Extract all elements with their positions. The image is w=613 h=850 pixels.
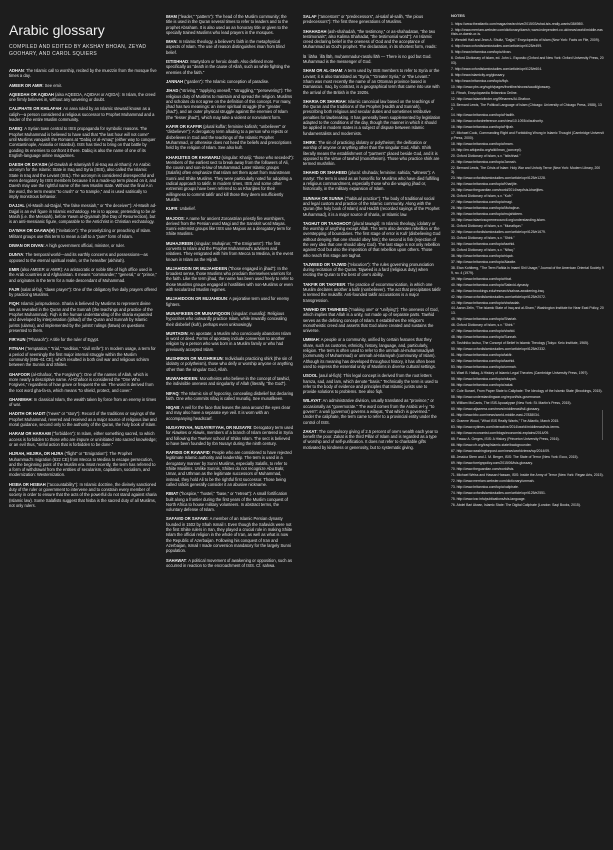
glossary-term: EMIR	[9, 266, 20, 272]
glossary-term: NIFAQ	[166, 390, 179, 396]
notes-title: NOTES	[451, 14, 465, 18]
glossary-term: RAFIDIS OR RAWAFID	[166, 450, 210, 456]
glossary-column-3	[303, 14, 441, 842]
glossary-entry	[303, 140, 441, 166]
note-item: 53. http://www.britannica.com/topic/ummah.	[451, 364, 517, 369]
glossary-entry	[9, 267, 157, 283]
glossary-term: TAKFIR OR TAKFEER	[303, 281, 346, 287]
glossary-term: ZAKAT	[303, 428, 317, 434]
glossary-definition: ("ancestors" or "predecessors", al-salaf al-salih, "the pious predecessors"): The first three generations of Muslims.	[303, 14, 424, 25]
glossary-definition: (al-Ghafoor, "the Forgiving"): One of the names of Allah, which is more nearly a descriptive name. Al-Ghafoor is considered the "One Who Forgives," regardless of how grave or frequent the sin. The word is derived from the root word gha-fa-ra, which means "to shield, protect, and cover."	[9, 371, 154, 393]
glossary-entry	[303, 307, 441, 333]
glossary-definition: : The temporal world—and its earthly concerns and possessions—as opposed to the eternal spiritual realm, or the hereafter (akhirah).	[9, 252, 148, 263]
note-item: 42. http://www.oxfordislamicstudies.com/article/opr/t125/e2072.	[451, 294, 546, 299]
glossary-term: MUHAJIREEN	[166, 240, 194, 246]
glossary-term: AMEER OR AMIR	[9, 82, 43, 88]
glossary-entry	[166, 331, 294, 352]
note-item: 54. Wael B. Hallaq, A History of Islamic Legal Theories (Cambridge University Press, 1997).	[451, 370, 589, 375]
glossary-definition: : Monotheists who believe in the concept of tawhid, the indivisible oneness and singularity of Allah (literally, "the God").	[166, 375, 290, 387]
note-item: 15. http://www.oxfordreference.com/view/10.1093/oi/authority.	[451, 119, 544, 124]
note-item: 50. http://www.oxfordislamicstudies.com/article/opr/t125/e2332.	[451, 346, 546, 351]
glossary-term: FIQH	[9, 301, 19, 307]
glossary-entry	[9, 126, 157, 158]
glossary-definition: (plural: shuhada; feminine: sahida; "witness"): A martyr. The term is used as an honorific for Muslims who have died fulfilling a religious commandment, especially those who die waging jihad or, historically, in the military expansion of Islam.	[303, 170, 440, 192]
glossary-entry	[9, 346, 157, 367]
glossary-entry	[9, 301, 157, 333]
glossary-entry	[166, 155, 294, 203]
glossary-term: WILAYAT	[303, 398, 321, 404]
glossary-entry	[9, 397, 157, 408]
glossary-definition: (asul al-fiqh): This legal concept is derived from the root letters hamza, sad, and lam, which denote "basis." Technically the term is used to refer to the body of evidence and principles that Islamic jurists use to provide solutions to problems. See also fiqh.	[303, 373, 439, 395]
glossary-term: SHAM OR AL-SHAM	[303, 68, 343, 74]
glossary-definition: : Islamic jurisprudence. Sharia is believed by Muslims to represent divine law as revealed in the Quran and the Sunnah (the teachings and practice of the Prophet Muhammad). Fiqh is the human understanding of the sharia expanded and developed by interpretation (ijtihad) of the Quran and Sunnah by Islamic jurists (ulama), and implemented by the jurists' rulings (fatwa) on questions presented to them.	[9, 301, 153, 333]
glossary-entry	[303, 68, 441, 94]
glossary-entry	[166, 88, 294, 120]
glossary-term: UMMAH	[303, 337, 319, 343]
glossary-entry	[303, 54, 441, 65]
glossary-definition: (singular: Khariji; "those who seceded"): Members of the earliest sect to break away from the followers of Ali, the cousin and son-in-law of Muhammad. Later Islamic groups (Salafis) often emphasize that Islam set them apart from mainstream Sunni and Shiite Muslims. They were particularly noted for adopting a radical approach to takfir. In modern times, ISIS and some other extremist groups have been referred to as Kharijites for their willingness to commit takfir and kill those they deem insufficiently Muslim.	[166, 154, 294, 202]
note-item: 60. http://www.aljazeera.com/news/middleeast/isil-glossary.	[451, 406, 540, 411]
notes-list	[451, 22, 604, 508]
glossary-entry	[9, 68, 157, 79]
glossary-term: MURTADIN	[166, 330, 188, 336]
note-item: 72. http://www.merriam-webster.com/dictionary/ummah.	[451, 478, 535, 483]
glossary-term: ADHAN	[9, 68, 24, 73]
glossary-entry	[166, 558, 294, 569]
note-item: 47. http://www.britannica.com/topic/shahid.	[451, 329, 516, 334]
glossary-term: MUWAHHIDEEN	[166, 375, 198, 381]
glossary-definition: ("elocution"): The rules governing pronunciation during recitation of the Quran. Tajweed is a fard (religious duty) when reciting the Quran to the best of one's ability.	[303, 261, 434, 278]
note-item: 21. http://www.britannica.com/topic/Jannah.	[451, 159, 517, 164]
glossary-entry	[166, 311, 294, 327]
glossary-definition: : A Syrian town central to ISIS propaganda for symbolic reasons. The Prophet Muhammad is believed to have said that "the last hour will not come" until Muslims vanquish the Romans at "Dabiq or al-Amaq" (either way to conquer Constantinople, Anatolia or Istanbul). ISIS has tried to bring on that battle by goading its enemies to confront it there. Dabiq is also the name of one of its English-language online magazines.	[9, 126, 156, 158]
glossary-term: HARAM OR HARAAM	[9, 431, 51, 437]
glossary-definition: ("temptation," "trial," "sedition," "civil strife"): In modern usage, a term for a period of seemingly the first major internal struggle within the Muslim community (656–61 CE), which resulted in both civil war and religious schism between the Sunnis and Shiites.	[9, 346, 156, 368]
note-item: 17. Michael Cook, Commanding Right and Forbidding Wrong in Islamic Thought (Cambridge University Press, 2000).	[451, 131, 604, 140]
note-item: 58. http://www.understandingwar.org/report/isis-governance.	[451, 394, 542, 399]
glossary-entry	[166, 296, 294, 307]
note-item: 25. http://www.theguardian.com/world/2014/sep/isis-kharijites.	[451, 188, 544, 193]
glossary-term: KHARIJITES OR KHAWARIJ	[166, 154, 221, 160]
glossary-definition: (also AQEEDA, AQIDAH or AQIDA): In Islam, the creed one firmly believes in, without any wavering or doubt.	[9, 91, 156, 103]
glossary-term: FAJR	[9, 286, 20, 292]
glossary-definition: : Unbelief.	[177, 206, 196, 212]
glossary-definition: (singular: munafiq): Religious hypocrites who outwardly practice Islam, while inwardly concealing their disbelief (kufr), perhaps even unknowingly.	[166, 310, 287, 327]
glossary-term: MUJAHIDDIN OR MUJAHIDEEN	[166, 265, 228, 271]
glossary-definition: : People who are considered to have rejected legitimate Islamic authority and leadership. The term is used in a derogatory manner by Sunni Muslims, especially Salafis, to refer to Shiite Muslims. Unlike Sunnis, Shiites do not recognize Abu Bakr, Umar, and Uthman as the legitimate successors of Muhammad, instead, they hold Ali to be the rightful first successor. Those being called rafidis generally consider it an abusive nickname.	[166, 450, 292, 487]
glossary-definition: (al-Dawlah al-Islamiyah fi al-Iraq wa al-Sham): An Arabic acronym for the Islamic State in Iraq and Syria (ISIS), also called the Islamic State in Iraq and the Levant (ISIL). The acronym is considered disrespectful and even derogatory by ISIS members because it is a made-up term placed on it, and Daesh may use the rightful name of the new Muslim state. Without the final A in the word, the term means "to crush" or "to trample," and is used satirically to imply monstrous behavior.	[9, 162, 157, 199]
glossary-definition: : Individuals practicing shirk (the sin of idolatry or polytheism), those who deify or worship anyone or anything other than the singular God, Allah.	[166, 356, 293, 372]
note-item: 49. Toshihiko Izutsu, The Concept of Belief in Islamic Theology (Tokyo: Keio Institute, 1965).	[451, 341, 589, 345]
glossary-entry	[303, 398, 441, 424]
glossary-entry	[166, 206, 294, 211]
glossary-term: IMAN	[166, 39, 177, 45]
glossary-definition: : In Islamic theology, a believer's faith in the metaphysical aspects of Islam. The use of reason distinguishes iman from blind belief.	[166, 39, 285, 55]
note-item: 32. http://www.oxfordislamicstudies.com/article/opr/t125/e1679.	[451, 230, 546, 235]
note-item: 70. http://www.theguardian.com/world/isis.	[451, 466, 515, 471]
glossary-term: TAGHUT OR TAAGHOOT	[303, 220, 352, 226]
glossary-term: DUNYA	[9, 252, 24, 258]
glossary-term: AQEEDAH OR AQIDAH	[9, 91, 54, 97]
glossary-entry	[9, 83, 157, 88]
entry-list-b	[166, 14, 294, 568]
glossary-definition: : A veil for the face that leaves the area around the eyes clear and may also have a separate eye veil. It is worn with an accompanying headscarf.	[166, 405, 291, 421]
note-item: 45. http://www.britannica.com/topic/Shariah.	[451, 317, 517, 322]
glossary-entry	[9, 337, 157, 342]
glossary-entry	[166, 516, 294, 553]
glossary-entry	[166, 425, 294, 446]
glossary-term: MUNAFIKEEN OR MUNAFIQOON	[166, 310, 231, 316]
note-item: 6. Oxford Dictionary of Islam, ed. John L. Esposito (Oxford and New York: Oxford University Press, 2003).	[451, 56, 604, 65]
glossary-definition: ("news" or "story"): Record of the traditions or sayings of the Prophet Muhammad, revered and received as a major source of religious law and moral guidance, second only to the authority of the Quran, the holy book of Islam.	[9, 411, 157, 428]
glossary-column-2	[166, 14, 294, 842]
glossary-term: GHAFOOR	[9, 371, 30, 377]
entry-list-c	[303, 14, 441, 450]
glossary-definition: : The Islamic sin of hypocrisy, concealing disbelief but declaring faith. One who commits nifaq is called munafiq. See munafikeen.	[166, 390, 294, 401]
note-item: 19. http://en.wikipedia.org/wiki/Iman_(concept).	[451, 147, 522, 152]
glossary-entry	[166, 14, 294, 35]
glossary-definition: ("making one" or "unifying"): The oneness of God, which implies that Allah is a unity, not made up of separate parts. Tawhid serves as the defining concept of Islam. It establishes the religion's monotheistic creed and asserts that God alone created and sustains the universe.	[303, 306, 439, 334]
glossary-definition: ("leader," "pattern"): The head of the Muslim community; the title is used in the Quran several times to refer to leaders and to the prophet Abraham. It is also used as an honorary title or given to the specially trained Muslims who lead prayers in the mosques.	[166, 14, 288, 35]
note-item: 67. http://www.washingtonpost.com/news/worldviews/wp/2014/09.	[451, 448, 550, 453]
glossary-term: FITNAH	[9, 346, 25, 352]
glossary-entry	[9, 243, 157, 248]
glossary-term: JIHAD	[166, 88, 179, 94]
glossary-term: RIBAT	[166, 491, 179, 497]
entry-list-a	[9, 68, 157, 508]
note-item: 12. http://www.islamicfinder.org/99names/Al-Ghafoor.	[451, 96, 531, 101]
note-item: 16. http://www.britannica.com/topic/Hijrah.	[451, 125, 515, 130]
note-item: 24. http://www.britannica.com/topic/Kharijite.	[451, 182, 518, 187]
glossary-term: JANNAH	[166, 78, 184, 84]
note-item: 64. http://www.economist.com/blogs/economist-explains/2014/09.	[451, 430, 550, 435]
note-item: 48. http://www.britannica.com/topic/Sunnah.	[451, 335, 517, 340]
note-item: 5. http://www.britannica.com/topic/divan.	[451, 50, 512, 55]
glossary-definition: : A term used by ISIS members to refer to Syria or the Levant; it is also translated as "Syria," "Greater Syria," or "the Levant." Sham was most recently the name of an Ottoman province based in Damascus. Iraq, by contrast, is a geographical term that came into use with the arrival of the British in the 1920s.	[303, 68, 440, 95]
glossary-entry	[9, 287, 157, 298]
note-item: 9. http://www.britannica.com/topic/fiqh.	[451, 78, 509, 83]
glossary-definition: : An area ruled by an Islamic steward known as a caliph—a person considered a religious successor to Prophet Muhammad and a leader of the entire Muslim community.	[9, 106, 155, 123]
glossary-definition: : A name for ancient Zoroastrian priestly fire worshipers, derived from the Persian word Magi and the Sanskrit word Mayas. Sunni extremist groups like ISIS use Majoos as a derogatory term for Shiite Muslims.	[166, 215, 291, 237]
glossary-term: DAJJAL	[9, 203, 25, 209]
glossary-definition: : The sin of practicing idolatry or polytheism; the deification or worship of anyone or anything other than the singular God, Allah. Shirk literally means the establishment of "partners" placed beside God, and it is opposed to the virtue of tawhid (monotheism). Those who practice shirk are termed mushrikin.	[303, 139, 440, 167]
glossary-entry	[166, 356, 294, 372]
glossary-definition: : The Islamic call to worship, recited by the muezzin from the mosque five times a day.	[9, 68, 157, 79]
glossary-definition: (salat al-fajr, "dawn prayer"): One of the obligatory five daily prayers offered by practicing Muslims.	[9, 286, 157, 298]
note-item: 13. Bernard Lewis, The Political Language of Islam (Chicago: University of Chicago Press, 1988), 132.	[451, 102, 602, 112]
glossary-entry	[9, 92, 157, 103]
glossary-definition: : A political movement of awakening or opposition, such as occurred in reaction to the encroachment of ISIS. Cf. sahwa.	[166, 557, 292, 568]
glossary-term: KAFIR OR KAFFIR	[166, 124, 202, 130]
glossary-entry	[9, 482, 157, 508]
glossary-entry	[9, 451, 157, 477]
note-item: 56. http://www.britannica.com/topic/zakat.	[451, 382, 514, 387]
note-item: 27. http://www.britannica.com/topic/magi.	[451, 200, 513, 205]
glossary-entry	[166, 79, 294, 84]
glossary-entry	[9, 162, 157, 199]
glossary-entry	[303, 99, 441, 136]
note-item: 73. http://www.britannica.com/topic/caliphate.	[451, 484, 519, 489]
glossary-term: DAESH OR DA'ASH	[9, 162, 48, 168]
glossary-term: IMAM	[166, 14, 177, 19]
note-item: 33. Oxford Dictionary of Islam, s.v. "Shirk."	[451, 236, 515, 241]
note-item: 20. Oxford Dictionary of Islam, s.v. "Istishhad."	[451, 153, 521, 158]
glossary-definition: (also AMEER or AMIR): An aristocratic or noble title of high office used in the Arab countries and Afghanistan. It means "commander," "general," or "prince," and originates in the term for a male descendant of Muhammad.	[9, 266, 157, 283]
glossary-term: KUFR	[166, 206, 178, 212]
glossary-term: SALAF	[303, 14, 317, 19]
note-item: 76. Abdel Bari Atwan, Islamic State: The Digital Caliphate (London: Saqi Books, 2015).	[451, 502, 581, 507]
note-item: 35. Oxford Dictionary of Islam, s.v. "Nifaq."	[451, 248, 515, 253]
glossary-term: SUNNAH OR SUNNA	[303, 195, 344, 201]
glossary-entry	[166, 405, 294, 421]
glossary-entry	[303, 196, 441, 217]
glossary-entry	[166, 491, 294, 512]
glossary-term: MUJAHIDOON OR MUJAHIDUN	[166, 296, 227, 302]
glossary-entry	[166, 59, 294, 75]
glossary-term: MAJOOS	[166, 215, 184, 221]
note-item: 30. http://www.islamicsupremecouncil.org/understanding-islam.	[451, 218, 546, 223]
glossary-entry	[303, 221, 441, 258]
note-item: 26. Oxford Dictionary of Islam, s.v. "Kufr."	[451, 194, 513, 199]
note-item: 38. Etan Kohlberg, "The Term Rafida in Imami Shii Usage," Journal of the American Oriental Society 99, no. 4 (1979).	[451, 265, 604, 275]
glossary-definition: (ash-shahadah, "the testimony," or as-shahadatan, "the two testimonials"; also Kalima Shahadat, "the testimonial word"): An Islamic creed declaring belief in the oneness of God and the acceptance of Muhammad as God's prophet. The declaration, in its shortest form, reads:	[303, 28, 437, 50]
glossary-entry	[166, 39, 294, 55]
note-item: 41. http://www.brookings.edu/research/sahwa-awakening-iraq.	[451, 288, 545, 293]
glossary-entry	[9, 411, 157, 427]
note-item: 74. http://www.oxfordislamicstudies.com/article/opr/t125/e2551.	[451, 490, 546, 495]
note-item: 4. http://www.oxfordislamicstudies.com/article/opr/t125/e499.	[451, 44, 543, 49]
glossary-definition: : A high government official, minister, or ruler.	[43, 243, 125, 249]
note-item: 57. Cole Bunzel, From Paper State to Caliphate: The Ideology of the Islamic State (Brookings, 2015).	[451, 388, 603, 393]
glossary-definition: : Martyrdom or heroic death. Also defined more specifically as "death in the cause of Allah, such as while fighting the enemies of the faith."	[166, 59, 290, 75]
glossary-definition: (plural tawagit): In Islamic theology, idolatry or the worship of anything except Allah. The term also denotes rebellion or the overstepping of boundaries. The first stage of error is Kufr (disbelieving God without denying that one should obey him); the second is fisk (rejection of the very idea that one should obey God). The last stage is not only rebellion against God but also the imposition of that rebellion upon others. Those who reach this stage are taghut.	[303, 220, 441, 258]
glossary-entry	[303, 170, 441, 191]
glossary-entry	[9, 106, 157, 122]
note-item: 51. http://www.britannica.com/topic/takfir.	[451, 352, 513, 357]
note-item: 71. Michael Weiss and Hassan Hassan, ISIS: Inside the Army of Terror (New York: Regan Arts, 2015).	[451, 472, 604, 477]
note-item: 29. http://www.britannica.com/topic/mujahideen.	[451, 212, 523, 217]
glossary-term: CALIPHATE OR KHILAFAH	[9, 106, 62, 112]
note-item: 34. http://www.britannica.com/topic/tawhid.	[451, 242, 516, 247]
glossary-entry	[9, 252, 157, 263]
glossary-term: TAWHID OR TAWHEED	[303, 306, 348, 312]
note-item: 31. Oxford Dictionary of Islam, s.v. "Munafiqun."	[451, 224, 523, 229]
note-item: 10. http://www.pbs.org/wgbh/pages/frontline/shows/saudi/glossary.	[451, 84, 551, 89]
note-item: 75. http://www.icsr.info/publications/isis-language.	[451, 496, 526, 501]
note-item: 40. http://www.britannica.com/topic/Safavid-dynasty.	[451, 282, 530, 287]
glossary-term: SHIRK	[303, 139, 316, 145]
note-item: 43. http://www.britannica.com/topic/shahadah.	[451, 300, 521, 305]
glossary-definition: : In classical Islam, the wealth taken by force from an enemy in times of war.	[9, 396, 157, 408]
note-item: 68. Jessica Stern and J. M. Berger, ISIS: The State of Terror (New York: Ecco, 2015).	[451, 454, 579, 459]
glossary-definition: ("forbidden"): In Islam, either something sacred, to which access is forbidden to those who are impure or uninitiated into sacred knowledge; or an evil thus, "sinful action that is forbidden to be done."	[9, 431, 157, 447]
glossary-entry	[166, 450, 294, 487]
glossary-definition: (Al-Masih ad-Dajjal, "the false messiah," or "the deceiver"): Al-Masih ad-Dajjal is an evil figure in Islamic eschatology. He is to appear, pretending to be al-Masih (i.e. the Messiah), before Yawm al-Qiyamah (the Day of Resurrection), but is an anti-messianic figure, comparable to the Antichrist in Christian eschatology.	[9, 203, 157, 225]
glossary-entry	[303, 282, 441, 303]
glossary-entry	[9, 228, 157, 239]
glossary-entry	[9, 203, 157, 224]
glossary-entry	[303, 429, 441, 450]
note-item: 65. Fawaz A. Gerges, ISIS: A History (Princeton University Press, 2016).	[451, 436, 560, 441]
glossary-term: HIJRAH, HEJIRA, OR HIJRA	[9, 451, 64, 457]
credits: COMPILED AND EDITED BY AKSHAY BHOAN, ZEYAD GOOHARY, AND CAROL SQUIERS	[9, 44, 147, 57]
glossary-entry	[303, 337, 441, 369]
glossary-term: DABIQ	[9, 126, 23, 132]
glossary-definition: ("habitual practice"): The body of traditional social and legal custom and practice of the Islamic community. Along with the Quran (the holy book of Islam) and Hadith (recorded sayings of the Prophet Muhammad), it is a major source of sharia, or Islamic law.	[303, 195, 440, 217]
note-item: 23. http://www.oxfordislamicstudies.com/article/opr/t125/e1228.	[451, 176, 546, 181]
note-item: 37. http://www.britannica.com/topic/Alawite.	[451, 260, 517, 264]
note-item: 62. Graeme Wood, "What ISIS Really Wants," The Atlantic, March 2015.	[451, 418, 560, 423]
glossary-term: USOOL	[303, 373, 318, 379]
glossary-entry	[303, 14, 441, 25]
glossary-term: SAHAWAT	[166, 557, 187, 563]
note-item: 1. https://www.theatlantic.com/magazine/archive/2015/03/what-isis-really-wants/384980/.	[451, 21, 585, 26]
glossary-term: SAFAVID OR SAFAWI	[166, 516, 208, 522]
note-item: 11. Fitnah, Encyclopaedia Britannica Online.	[451, 90, 518, 95]
glossary-definition: : Derogatory term used for Alawites or Alawis, members of a branch of Islam centered in Syria and following the Twelver school of Shiite Islam. The sect is believed to have been founded by Ibn Nusayr during the ninth century.	[166, 425, 294, 446]
glossary-term: FIR'AUN	[9, 337, 26, 343]
glossary-definition: (singular: Muhajirun; "The Emigrants"): The first converts to Islam and the Prophet Muhammad's advisers and relatives. They emigrated with him from Mecca to Medina, in the event known in Islam as the Hijrah.	[166, 240, 294, 262]
glossary-definition: ("those engaged in jihad"): In the broadest sense, those Muslims who proclaim themselves warriors for the faith. Like the term jihad, the name has been used freely to refer to those Muslims groups engaged in hostilities with non-Muslims or even with secularized Muslim regimes.	[166, 265, 294, 293]
glossary-term: HADITH OR HADIT	[9, 411, 46, 417]
glossary-term: NIQAB	[166, 405, 180, 411]
glossary-definition: : See emir.	[42, 82, 63, 88]
note-item: 59. William McCants, The ISIS Apocalypse (New York: St. Martin's Press, 2015).	[451, 400, 572, 405]
note-item: 28. http://www.britannica.com/topic/Muhajirun.	[451, 206, 521, 211]
glossary-entry	[303, 29, 441, 50]
glossary-definition: : The compulsory giving of 2.5 percent of one's wealth each year to benefit the poor. Zakat is the third Pillar of Islam and is regarded as a type of worship and of self-purification. It does not refer to charitable gifts motivated by kindness or generosity, but to systematic giving.	[303, 428, 438, 450]
glossary-term: SHAHID OR SHAHEED	[303, 170, 348, 176]
note-item: 18. http://www.britannica.com/topic/imam.	[451, 141, 514, 146]
note-item: 46. Oxford Dictionary of Islam, s.v. "Shirk."	[451, 323, 515, 328]
glossary-definition: ("striving," "applying oneself," "struggling," "persevering"): The religious duty of Muslims to maintain and spread the religion. Muslims and scholars do not agree on the definition of this concept. For many, jihad has two meanings: an inner spiritual struggle (the "greater jihad"), and an outer physical struggle against the enemies of Islam (the "lesser jihad"), which may take a violent or nonviolent form.	[166, 88, 293, 120]
glossary-term: ISTISHHAD	[166, 59, 189, 65]
glossary-term: NUSAYRIYAH, NUSAYRIYYAH, OR NUSAYRI	[166, 425, 252, 430]
note-item: 22. Bernard Lewis, The Crisis of Islam: Holy War and Unholy Terror (New York: Modern Library, 2003).	[451, 165, 601, 175]
glossary-term: HISBA OR HISBAH	[9, 481, 46, 487]
glossary-definition: ("Pharaoh"): A title for the ruler of Egypt.	[25, 337, 100, 343]
page-title: Arabic glossary	[9, 22, 105, 38]
glossary-definition: : Islamic canonical law based on the teachings of the Quran and the traditions of the Prophet (Hadith and Sunnah), prescribing both religious and secular duties and sometimes retributive penalties for lawbreaking. It has generally been supplemented by legislation adapted to the conditions of the day, though the manner in which it should be applied in modern states is a subject of dispute between Islamic fundamentalists and modernists.	[303, 98, 441, 136]
note-item: 8. http://www.islamicity.org/glossary.	[451, 72, 505, 77]
glossary-definition: ("invitation"): The proselytizing or preaching of Islam. Militant groups use this term to mean a call to a "pure" form of Islam.	[9, 228, 152, 239]
glossary-term: DA'WAH OR DAAWA(H)	[9, 228, 55, 234]
note-item: 63. http://www.nytimes.com/interactive/2014/world/middleeast/isis-terms.	[451, 424, 560, 429]
note-item: 69. http://www.foreignpolicy.com/2015/06/isis-glossary.	[451, 460, 533, 465]
note-item: 52. http://www.britannica.com/topic/tawhid.	[451, 358, 516, 363]
note-item: 3. Wendell Hall and Jean A. Shultz, "Dajjal," Encyclopedia of Islam (New York: Facts on File, 2009).	[451, 38, 600, 43]
glossary-definition: : An administrative division, usually translated as "province," or occasionally as "governorate." The word comes from the Arabic w-l-y, "to govern": a wali (governor) governs a wilayat, "that which is governed." Under the caliphate, the term came to refer to a provincial entity under the control of ISIS.	[303, 398, 437, 425]
note-item: 61. http://www.bbc.com/news/world-middle-east-27838034.	[451, 412, 540, 417]
note-item: 14. http://www.britannica.com/topic/Hadith.	[451, 113, 516, 118]
note-item: 39. http://www.britannica.com/topic/ribat.	[451, 276, 512, 281]
glossary-definition: (plural kuffar; feminine kafirah; "unbeliever" or "disbeliever"): A derogatory term alluding to a person who rejects or disbelieves in God and the teachings of the Islamic Prophet Muhammad, or otherwise does not heed the beliefs and prescriptions held by the religion of Islam. See also kufr.	[166, 124, 292, 151]
glossary-term: SHAHADAH	[303, 28, 327, 34]
glossary-entry	[166, 216, 294, 237]
glossary-column-1	[9, 14, 157, 842]
glossary-entry	[166, 124, 294, 150]
glossary-entry	[9, 431, 157, 447]
glossary-term: DIWAN OR DIVAN	[9, 243, 44, 249]
glossary-term: TAJWEED OR TAJWID	[303, 261, 347, 267]
note-item: 2. http://www.merriam-webster.com/dictionary/daesh; www.independent.co.uk/news/world/middle-east/isis-or-daesh-or-is.	[451, 27, 603, 37]
glossary-entry	[9, 372, 157, 393]
glossary-term: GHANIMAH	[9, 396, 32, 402]
glossary-definition: ("accountability"): In Islamic doctrine, the divinely sanctioned duty of the ruler or government to intervene and to constrain every member of society in order to ensure that the acts of the powerful do not stand against sharia (Islamic law). Some Salafists suggest that hisba is the sacred duty of all Muslims, not only rulers.	[9, 481, 157, 508]
note-item: 66. http://www.cfr.org/iraq/islamic-state/backgrounder.	[451, 442, 532, 447]
glossary-definition: ("flight" or "Emigration"): The Prophet Muhammad's migration (622 CE) from Mecca to Medina to escape persecution, and the beginning point of the Muslim era. Most recently, the term has referred to a form of withdrawal from the entities of secularism, capitalism, socialism, and modernization: Westernization.	[9, 451, 156, 478]
glossary-definition: : The practice of excommunication, in which one Muslim declares another a kafir (nonbeliever). The act that precipitates takfir is termed the mukaffir. Anti-founded takfir accusations is a major transgression.	[303, 281, 441, 303]
glossary-term: SHARIA OR SHARIAH	[303, 98, 346, 104]
glossary-entry	[303, 262, 441, 278]
edge-mark	[602, 410, 607, 440]
note-item: 36. http://www.britannica.com/topic/niqab.	[451, 254, 514, 259]
glossary-definition: ("hospice," "hostel," "base," or "retreat"): A small fortification built along a frontier during the first years of the Muslim conquest of North Africa to house military volunteers. In abstract terms, the voluntary defense of Islam.	[166, 491, 288, 513]
note-item: 44. Aaron Zelin, "The Islamic State of Iraq and al-Sham," Washington Institute for Near East Policy, 2013.	[451, 306, 604, 316]
glossary-entry	[166, 241, 294, 262]
glossary-definition: : A people or a community, unified by certain features that they share, such as customs, ethnicity, history, language, and, particularly, religion. The term is often used to refer to the ummah al-muhammadiyah (community of Muhammad) or ummah al-Islamiyah (community of Islam). Although its meaning has developed throughout history, it has often been used to express the essential unity of Muslims in diverse cultural settings.	[303, 337, 436, 369]
glossary-definition: : A pejorative term used for enemy fighters.	[166, 296, 290, 307]
glossary-definition: : A member of an Islamic Persian dynasty founded in 1502 by Shah Ismail I. Even though the Safavids were not the first Shiite rulers in Iran, they played a crucial role in making Shiite Islam the official religion in the whole of Iran, as well as what is now the Republic of Azerbaijan. Following his conquest of Iran and Azerbaijan, Ismail I made conversion mandatory for the largely Sunni population.	[166, 516, 293, 554]
note-item: 7. http://www.oxfordislamicstudies.com/article/opr/t125/e604.	[451, 66, 543, 71]
glossary-entry	[166, 391, 294, 402]
glossary-entry	[166, 266, 294, 292]
glossary-definition: lā ʾilāha ʾillā llāh, muḥammadur-rasūlu llāh — There is no god but God. Muhammad is the messenger of God.	[303, 53, 432, 65]
glossary-definition: ("garden"): The Islamic conception of paradise.	[183, 78, 270, 84]
glossary-definition: : An apostate; a Muslim who consciously abandons Islam in word or deed. Forms of apostasy include conversion to another religion by a person who was born in a Muslim family or who had previously accepted Islam.	[166, 330, 292, 352]
glossary-term: MUSHRIKIN OR MUSHRIKUN	[166, 356, 223, 362]
glossary-entry	[303, 373, 441, 394]
notes-column	[451, 14, 604, 842]
glossary-entry	[166, 376, 294, 387]
note-item: 55. http://www.britannica.com/topic/wilayah.	[451, 376, 517, 381]
